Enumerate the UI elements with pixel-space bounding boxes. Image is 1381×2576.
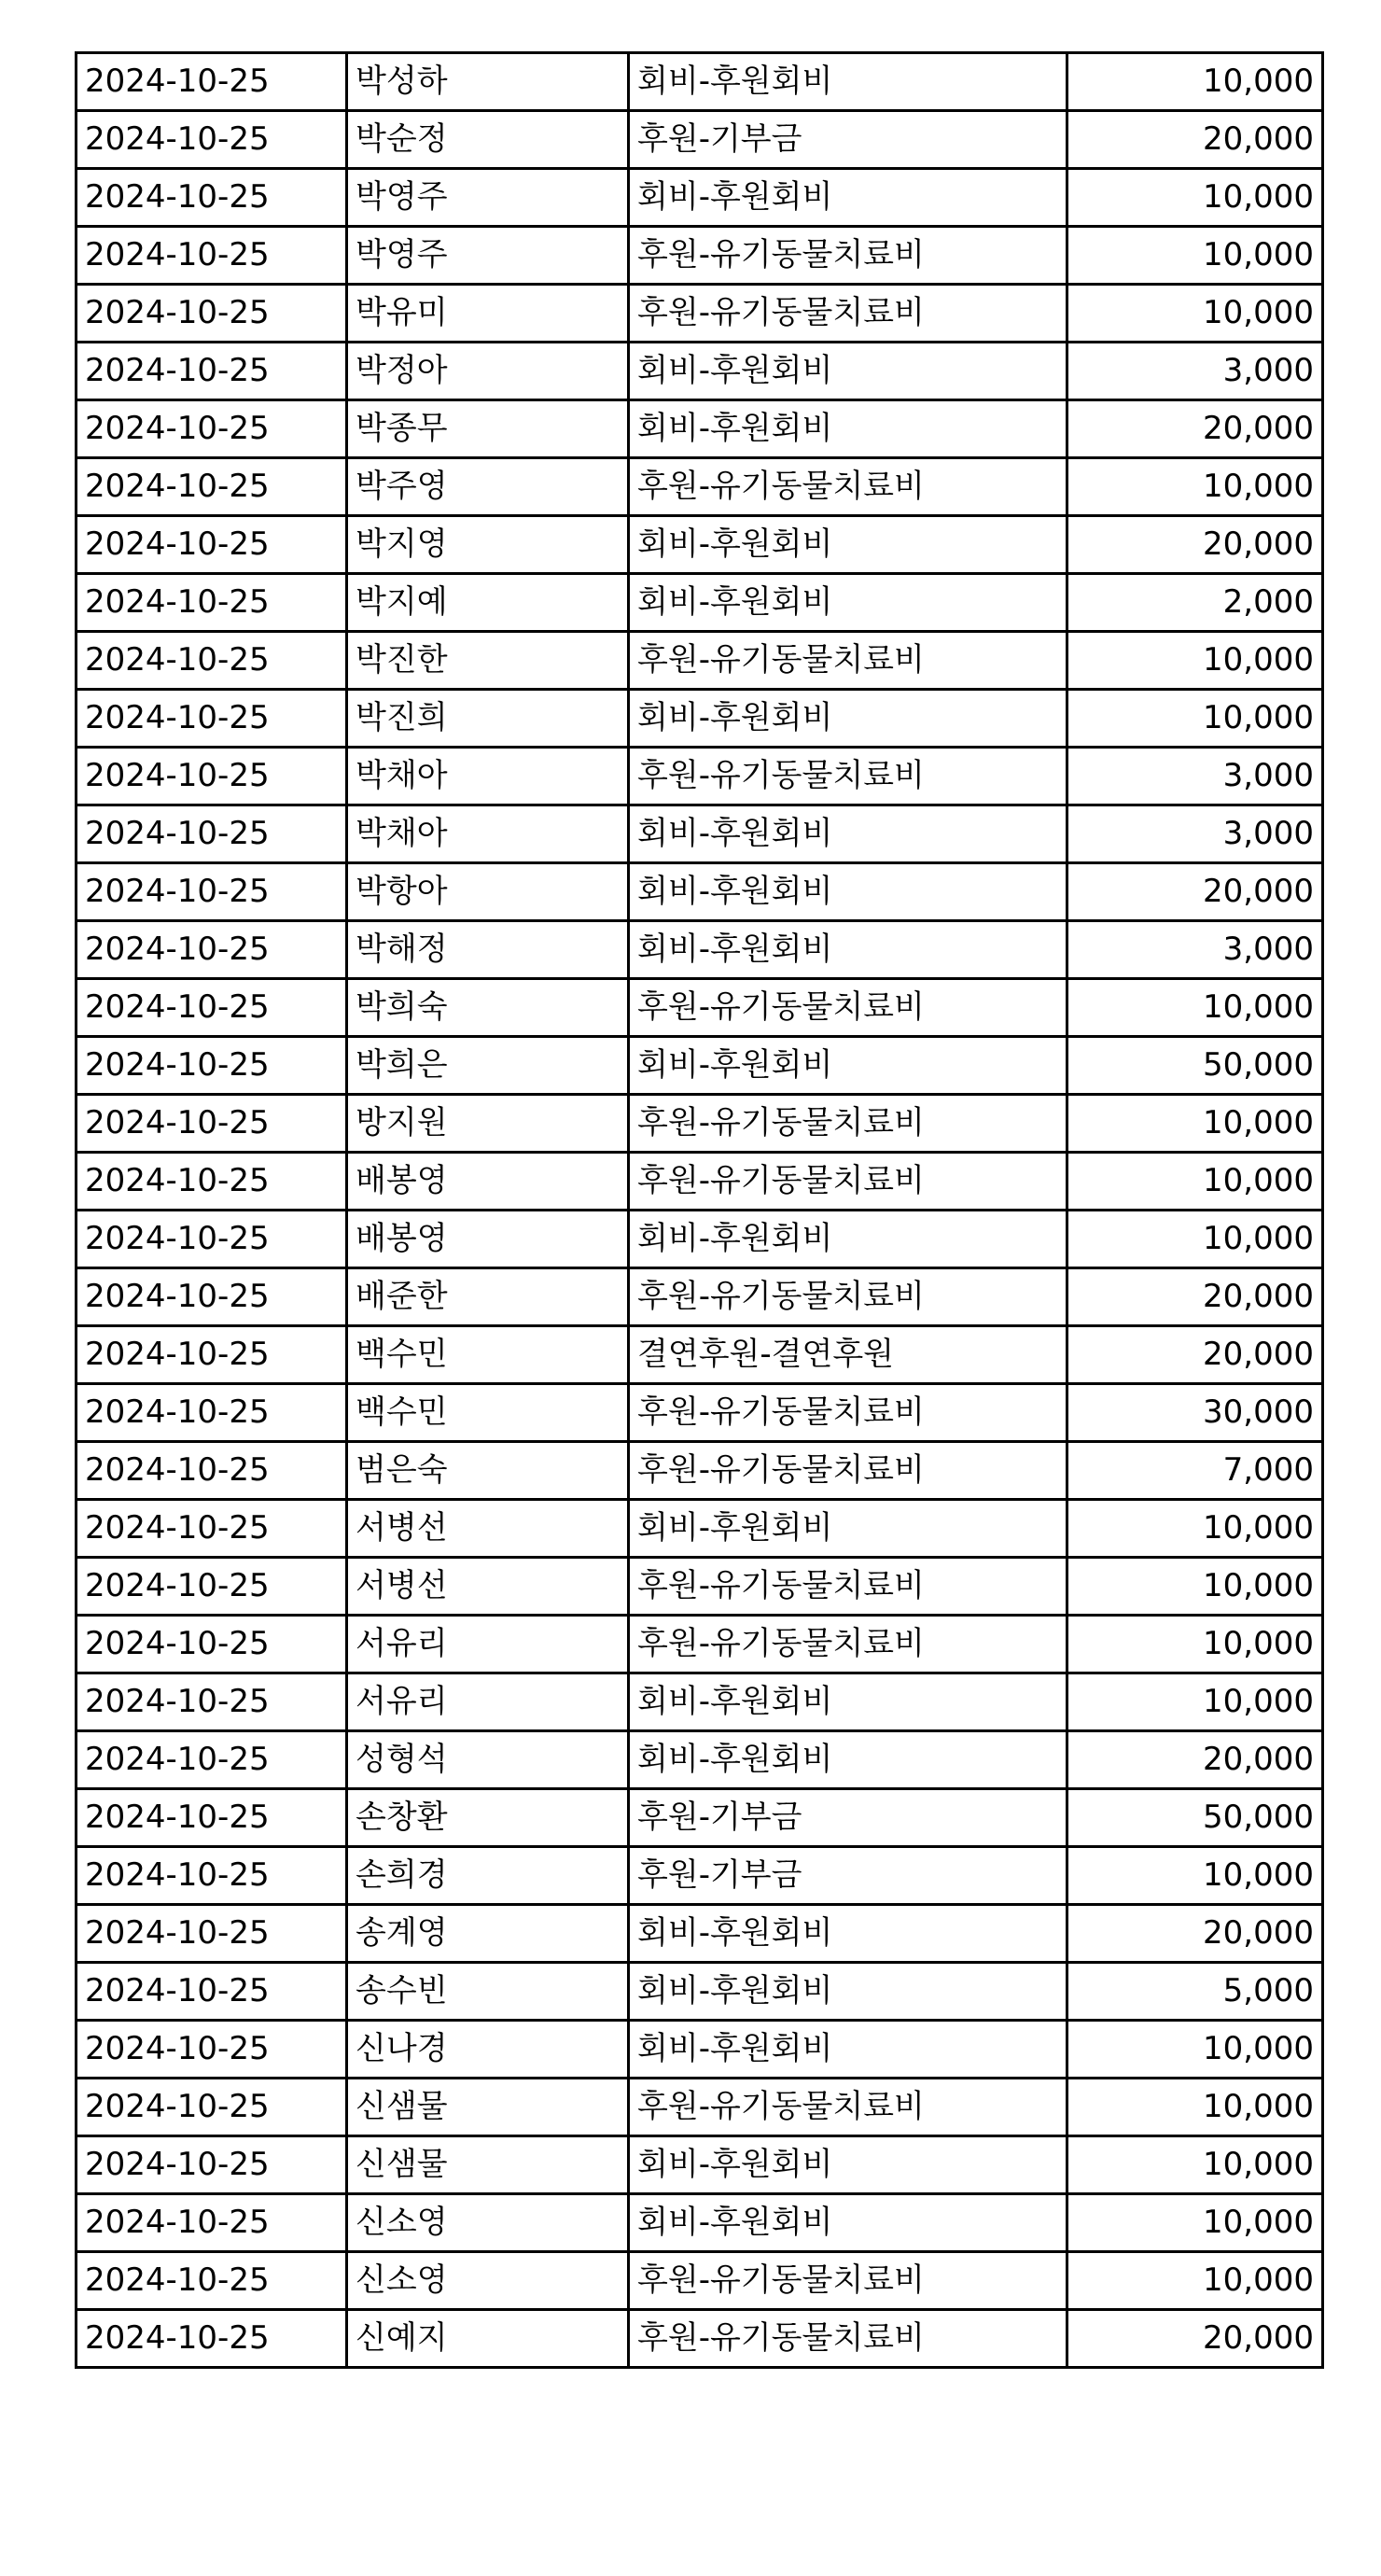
- table-row: [77, 1731, 1323, 1789]
- table-row: [77, 1500, 1323, 1558]
- amount-cell: 20,000: [1067, 400, 1323, 458]
- category-cell: 회비-후원회비: [629, 53, 1067, 111]
- amount-cell: 10,000: [1067, 285, 1323, 343]
- table-row: [77, 805, 1323, 863]
- date-cell: 2024-10-25: [77, 1153, 347, 1211]
- name-cell: 성형석: [347, 1731, 629, 1789]
- date-cell: 2024-10-25: [77, 111, 347, 169]
- table-row: [77, 863, 1323, 921]
- category-cell: 회비-후원회비: [629, 169, 1067, 227]
- amount-cell: 50,000: [1067, 1789, 1323, 1847]
- name-cell: 배준한: [347, 1268, 629, 1326]
- table-row: [77, 2079, 1323, 2136]
- name-cell: 백수민: [347, 1326, 629, 1384]
- amount-cell: 10,000: [1067, 458, 1323, 516]
- table-row: [77, 1384, 1323, 1442]
- amount-cell: 20,000: [1067, 1268, 1323, 1326]
- name-cell: 신소영: [347, 2252, 629, 2310]
- table-row: [77, 169, 1323, 227]
- name-cell: 박채아: [347, 805, 629, 863]
- category-cell: 회비-후원회비: [629, 516, 1067, 574]
- category-cell: 후원-유기동물치료비: [629, 285, 1067, 343]
- date-cell: 2024-10-25: [77, 1095, 347, 1153]
- date-cell: 2024-10-25: [77, 516, 347, 574]
- date-cell: 2024-10-25: [77, 805, 347, 863]
- date-cell: 2024-10-25: [77, 1731, 347, 1789]
- name-cell: 박영주: [347, 227, 629, 285]
- amount-cell: 20,000: [1067, 1326, 1323, 1384]
- table-row: [77, 227, 1323, 285]
- category-cell: 후원-유기동물치료비: [629, 979, 1067, 1037]
- category-cell: 회비-후원회비: [629, 1211, 1067, 1268]
- donation-ledger-table: [75, 51, 1324, 2369]
- amount-cell: 30,000: [1067, 1384, 1323, 1442]
- amount-cell: 20,000: [1067, 111, 1323, 169]
- name-cell: 방지원: [347, 1095, 629, 1153]
- table-row: [77, 2136, 1323, 2194]
- name-cell: 박유미: [347, 285, 629, 343]
- date-cell: 2024-10-25: [77, 1616, 347, 1673]
- date-cell: 2024-10-25: [77, 400, 347, 458]
- table-row: [77, 111, 1323, 169]
- amount-cell: 2,000: [1067, 574, 1323, 632]
- category-cell: 회비-후원회비: [629, 863, 1067, 921]
- date-cell: 2024-10-25: [77, 2021, 347, 2079]
- table-row: [77, 1326, 1323, 1384]
- table-row: [77, 1673, 1323, 1731]
- category-cell: 회비-후원회비: [629, 574, 1067, 632]
- category-cell: 후원-유기동물치료비: [629, 1384, 1067, 1442]
- amount-cell: 20,000: [1067, 1905, 1323, 1963]
- category-cell: 회비-후원회비: [629, 2021, 1067, 2079]
- name-cell: 서병선: [347, 1500, 629, 1558]
- table-row: [77, 458, 1323, 516]
- date-cell: 2024-10-25: [77, 53, 347, 111]
- table-row: [77, 1905, 1323, 1963]
- amount-cell: 10,000: [1067, 1095, 1323, 1153]
- category-cell: 회비-후원회비: [629, 1500, 1067, 1558]
- date-cell: 2024-10-25: [77, 979, 347, 1037]
- date-cell: 2024-10-25: [77, 921, 347, 979]
- amount-cell: 7,000: [1067, 1442, 1323, 1500]
- category-cell: 회비-후원회비: [629, 2194, 1067, 2252]
- category-cell: 회비-후원회비: [629, 805, 1067, 863]
- category-cell: 회비-후원회비: [629, 1963, 1067, 2021]
- amount-cell: 10,000: [1067, 1153, 1323, 1211]
- category-cell: 후원-유기동물치료비: [629, 1616, 1067, 1673]
- name-cell: 신샘물: [347, 2079, 629, 2136]
- category-cell: 후원-유기동물치료비: [629, 2310, 1067, 2368]
- category-cell: 후원-유기동물치료비: [629, 1558, 1067, 1616]
- table-row: [77, 1847, 1323, 1905]
- date-cell: 2024-10-25: [77, 1558, 347, 1616]
- amount-cell: 10,000: [1067, 2021, 1323, 2079]
- amount-cell: 10,000: [1067, 979, 1323, 1037]
- category-cell: 후원-기부금: [629, 111, 1067, 169]
- name-cell: 박희숙: [347, 979, 629, 1037]
- table-row: [77, 343, 1323, 400]
- category-cell: 후원-유기동물치료비: [629, 1268, 1067, 1326]
- name-cell: 범은숙: [347, 1442, 629, 1500]
- amount-cell: 10,000: [1067, 2136, 1323, 2194]
- category-cell: 결연후원-결연후원: [629, 1326, 1067, 1384]
- table-row: [77, 1789, 1323, 1847]
- category-cell: 후원-유기동물치료비: [629, 2252, 1067, 2310]
- table-row: [77, 1616, 1323, 1673]
- name-cell: 손창환: [347, 1789, 629, 1847]
- table-row: [77, 1037, 1323, 1095]
- name-cell: 손희경: [347, 1847, 629, 1905]
- amount-cell: 20,000: [1067, 1731, 1323, 1789]
- amount-cell: 3,000: [1067, 921, 1323, 979]
- category-cell: 후원-유기동물치료비: [629, 1442, 1067, 1500]
- category-cell: 후원-유기동물치료비: [629, 2079, 1067, 2136]
- amount-cell: 10,000: [1067, 1673, 1323, 1731]
- amount-cell: 10,000: [1067, 2194, 1323, 2252]
- name-cell: 박희은: [347, 1037, 629, 1095]
- category-cell: 후원-유기동물치료비: [629, 632, 1067, 690]
- category-cell: 회비-후원회비: [629, 1731, 1067, 1789]
- table-row: [77, 1558, 1323, 1616]
- date-cell: 2024-10-25: [77, 690, 347, 748]
- name-cell: 박성하: [347, 53, 629, 111]
- amount-cell: 10,000: [1067, 690, 1323, 748]
- amount-cell: 10,000: [1067, 2079, 1323, 2136]
- name-cell: 신예지: [347, 2310, 629, 2368]
- date-cell: 2024-10-25: [77, 1847, 347, 1905]
- name-cell: 신나경: [347, 2021, 629, 2079]
- table-row: [77, 1153, 1323, 1211]
- name-cell: 박진한: [347, 632, 629, 690]
- category-cell: 회비-후원회비: [629, 1905, 1067, 1963]
- category-cell: 후원-유기동물치료비: [629, 1153, 1067, 1211]
- name-cell: 신샘물: [347, 2136, 629, 2194]
- date-cell: 2024-10-25: [77, 1268, 347, 1326]
- amount-cell: 10,000: [1067, 1558, 1323, 1616]
- name-cell: 서유리: [347, 1673, 629, 1731]
- table-row: [77, 690, 1323, 748]
- date-cell: 2024-10-25: [77, 227, 347, 285]
- table-row: [77, 285, 1323, 343]
- amount-cell: 10,000: [1067, 227, 1323, 285]
- table-row: [77, 748, 1323, 805]
- category-cell: 회비-후원회비: [629, 343, 1067, 400]
- category-cell: 후원-유기동물치료비: [629, 1095, 1067, 1153]
- name-cell: 박채아: [347, 748, 629, 805]
- name-cell: 박주영: [347, 458, 629, 516]
- name-cell: 송수빈: [347, 1963, 629, 2021]
- table-row: [77, 921, 1323, 979]
- table-row: [77, 574, 1323, 632]
- amount-cell: 10,000: [1067, 2252, 1323, 2310]
- name-cell: 박해정: [347, 921, 629, 979]
- category-cell: 후원-유기동물치료비: [629, 227, 1067, 285]
- table-row: [77, 2021, 1323, 2079]
- table-row: [77, 1268, 1323, 1326]
- date-cell: 2024-10-25: [77, 2194, 347, 2252]
- category-cell: 회비-후원회비: [629, 690, 1067, 748]
- category-cell: 후원-유기동물치료비: [629, 748, 1067, 805]
- category-cell: 회비-후원회비: [629, 400, 1067, 458]
- amount-cell: 3,000: [1067, 748, 1323, 805]
- name-cell: 박항아: [347, 863, 629, 921]
- table-row: [77, 53, 1323, 111]
- amount-cell: 10,000: [1067, 1616, 1323, 1673]
- amount-cell: 5,000: [1067, 1963, 1323, 2021]
- amount-cell: 3,000: [1067, 343, 1323, 400]
- amount-cell: 20,000: [1067, 863, 1323, 921]
- date-cell: 2024-10-25: [77, 1500, 347, 1558]
- name-cell: 박진희: [347, 690, 629, 748]
- table-row: [77, 1095, 1323, 1153]
- date-cell: 2024-10-25: [77, 1326, 347, 1384]
- category-cell: 회비-후원회비: [629, 921, 1067, 979]
- category-cell: 후원-기부금: [629, 1847, 1067, 1905]
- table-row: [77, 1442, 1323, 1500]
- table-row: [77, 2194, 1323, 2252]
- date-cell: 2024-10-25: [77, 1905, 347, 1963]
- date-cell: 2024-10-25: [77, 748, 347, 805]
- table-row: [77, 1211, 1323, 1268]
- amount-cell: 10,000: [1067, 1211, 1323, 1268]
- category-cell: 후원-기부금: [629, 1789, 1067, 1847]
- ledger-body: [77, 53, 1323, 2368]
- date-cell: 2024-10-25: [77, 1789, 347, 1847]
- date-cell: 2024-10-25: [77, 285, 347, 343]
- table-row: [77, 632, 1323, 690]
- amount-cell: 10,000: [1067, 1500, 1323, 1558]
- name-cell: 배봉영: [347, 1153, 629, 1211]
- name-cell: 박지예: [347, 574, 629, 632]
- name-cell: 서유리: [347, 1616, 629, 1673]
- date-cell: 2024-10-25: [77, 1384, 347, 1442]
- table-row: [77, 1963, 1323, 2021]
- date-cell: 2024-10-25: [77, 2252, 347, 2310]
- name-cell: 박순정: [347, 111, 629, 169]
- name-cell: 박종무: [347, 400, 629, 458]
- category-cell: 회비-후원회비: [629, 1037, 1067, 1095]
- date-cell: 2024-10-25: [77, 632, 347, 690]
- amount-cell: 20,000: [1067, 516, 1323, 574]
- date-cell: 2024-10-25: [77, 2310, 347, 2368]
- name-cell: 신소영: [347, 2194, 629, 2252]
- name-cell: 송계영: [347, 1905, 629, 1963]
- amount-cell: 10,000: [1067, 53, 1323, 111]
- table-row: [77, 2310, 1323, 2368]
- name-cell: 배봉영: [347, 1211, 629, 1268]
- name-cell: 박영주: [347, 169, 629, 227]
- amount-cell: 10,000: [1067, 632, 1323, 690]
- table-row: [77, 400, 1323, 458]
- table-row: [77, 979, 1323, 1037]
- date-cell: 2024-10-25: [77, 574, 347, 632]
- amount-cell: 10,000: [1067, 1847, 1323, 1905]
- category-cell: 회비-후원회비: [629, 2136, 1067, 2194]
- category-cell: 후원-유기동물치료비: [629, 458, 1067, 516]
- date-cell: 2024-10-25: [77, 2079, 347, 2136]
- amount-cell: 3,000: [1067, 805, 1323, 863]
- name-cell: 박정아: [347, 343, 629, 400]
- amount-cell: 50,000: [1067, 1037, 1323, 1095]
- name-cell: 서병선: [347, 1558, 629, 1616]
- date-cell: 2024-10-25: [77, 1963, 347, 2021]
- date-cell: 2024-10-25: [77, 863, 347, 921]
- amount-cell: 10,000: [1067, 169, 1323, 227]
- date-cell: 2024-10-25: [77, 458, 347, 516]
- date-cell: 2024-10-25: [77, 169, 347, 227]
- name-cell: 백수민: [347, 1384, 629, 1442]
- date-cell: 2024-10-25: [77, 1673, 347, 1731]
- amount-cell: 20,000: [1067, 2310, 1323, 2368]
- table-row: [77, 2252, 1323, 2310]
- name-cell: 박지영: [347, 516, 629, 574]
- date-cell: 2024-10-25: [77, 2136, 347, 2194]
- date-cell: 2024-10-25: [77, 1442, 347, 1500]
- date-cell: 2024-10-25: [77, 1037, 347, 1095]
- date-cell: 2024-10-25: [77, 343, 347, 400]
- table-row: [77, 516, 1323, 574]
- date-cell: 2024-10-25: [77, 1211, 347, 1268]
- category-cell: 회비-후원회비: [629, 1673, 1067, 1731]
